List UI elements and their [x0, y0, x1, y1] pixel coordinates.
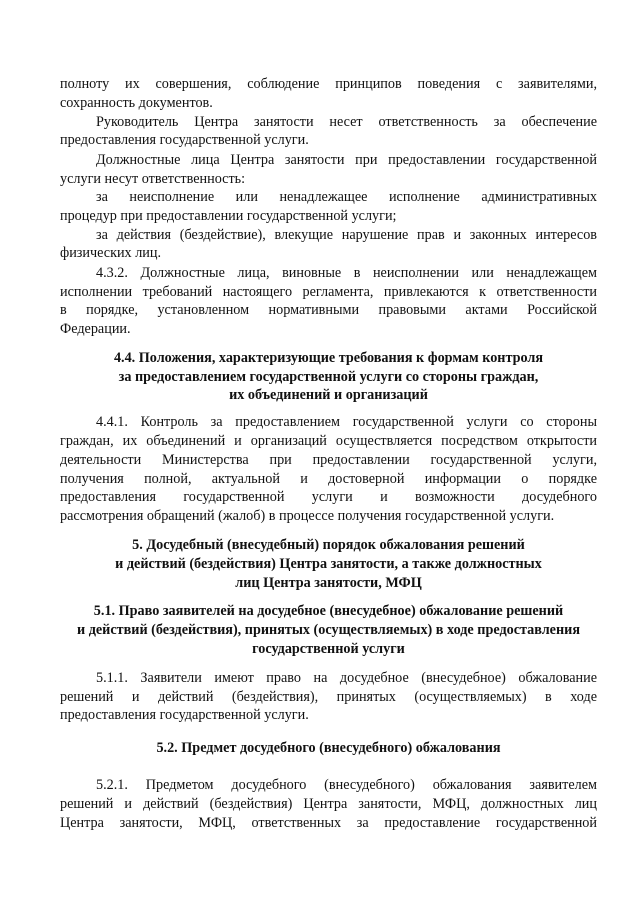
paragraph-line: решений и действий (бездействия) Центра занятости, МФЦ, должностных лиц — [60, 796, 597, 812]
paragraph-line: 5.2.1. Предметом досудебного (внесудебного) обжалования заявителем — [96, 777, 597, 793]
paragraph-line: предоставления государственной услуги. — [60, 707, 309, 723]
paragraph-line: рассмотрения обращений (жалоб) в процессе получения государственной услуги. — [60, 508, 555, 524]
paragraph-line: сохранность документов. — [60, 95, 213, 111]
section-heading-line: государственной услуги — [252, 641, 405, 657]
paragraph-line: физических лиц. — [60, 245, 162, 261]
paragraph-line: Центра занятости, МФЦ, ответственных за предоставление государственной — [60, 815, 597, 831]
paragraph-line: Федерации. — [60, 321, 131, 337]
section-heading-line: 5.2. Предмет досудебного (внесудебного) обжалования — [156, 740, 501, 756]
section-heading-line: за предоставлением государственной услуги со стороны граждан, — [118, 369, 539, 385]
paragraph-line: 5.1.1. Заявители имеют право на досудебное (внесудебное) обжалование — [96, 670, 597, 686]
paragraph-line: 4.4.1. Контроль за предоставлением государственной услуги со стороны — [96, 414, 597, 430]
chapter-heading-line: 5. Досудебный (внесудебный) порядок обжалования решений — [132, 537, 525, 553]
section-heading-line: их объединений и организаций — [229, 387, 428, 403]
paragraph-line: деятельности Министерства при предоставлении государственной услуги, — [60, 452, 597, 468]
paragraph-line: полноту их совершения, соблюдение принципов поведения с заявителями, — [60, 76, 597, 92]
paragraph-line: предоставления государственной услуги. — [60, 132, 309, 148]
paragraph-line: 4.3.2. Должностные лица, виновные в неисполнении или ненадлежащем — [96, 265, 597, 281]
section-heading-line: 5.1. Право заявителей на досудебное (внесудебное) обжалование решений — [93, 603, 564, 619]
paragraph-line: услуги несут ответственность: — [60, 171, 246, 187]
paragraph-line: процедур при предоставлении государственной услуги; — [60, 208, 397, 224]
paragraph-line: предоставления государственной услуги и возможности досудебного — [60, 489, 597, 505]
paragraph-line: получения полной, актуальной и достоверной информации о порядке — [60, 471, 597, 487]
paragraph-line: в порядке, установленном нормативными правовыми актами Российской — [60, 302, 597, 318]
paragraph-line: за неисполнение или ненадлежащее исполнение административных — [96, 189, 597, 205]
chapter-heading-line: лиц Центра занятости, МФЦ — [235, 575, 422, 591]
paragraph-line: решений и действий (бездействия), принятых (осуществляемых) в ходе — [60, 689, 597, 705]
section-heading-line: 4.4. Положения, характеризующие требования к формам контроля — [113, 350, 544, 366]
section-heading-line: и действий (бездействия), принятых (осуществляемых) в ходе предоставления — [76, 622, 581, 638]
paragraph-line: Руководитель Центра занятости несет ответственность за обеспечение — [96, 114, 597, 130]
paragraph-line: исполнении требований настоящего регламента, привлекаются к ответственности — [60, 284, 597, 300]
paragraph-line: за действия (бездействие), влекущие нарушение прав и законных интересов — [96, 227, 597, 243]
paragraph-line: граждан, их объединений и организаций осуществляется посредством открытости — [60, 433, 597, 449]
chapter-heading-line: и действий (бездействия) Центра занятости, а также должностных — [115, 556, 542, 572]
paragraph-line: Должностные лица Центра занятости при предоставлении государственной — [96, 152, 597, 168]
